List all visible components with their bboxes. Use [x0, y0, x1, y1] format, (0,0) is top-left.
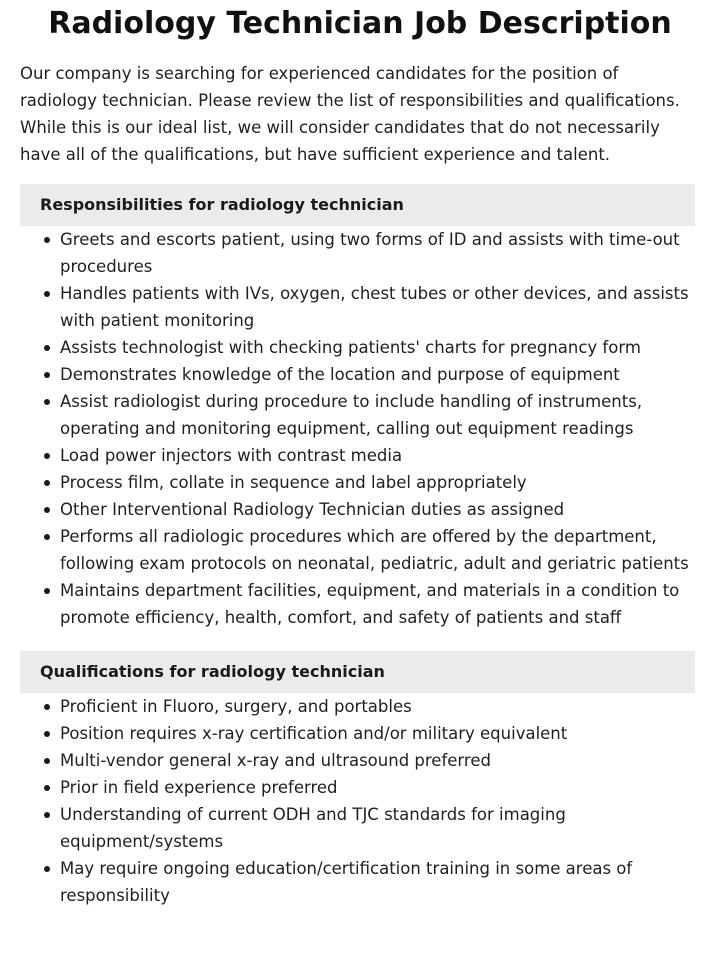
- bullet-icon: [44, 704, 50, 710]
- list-item-text: May require ongoing education/certification training in some areas of responsibility: [60, 859, 633, 905]
- responsibilities-list: [0, 226, 720, 631]
- list-item-text: Multi-vendor general x-ray and ultrasound preferred: [60, 751, 491, 770]
- list-item: [60, 774, 702, 801]
- list-item: [60, 442, 702, 469]
- list-item: [60, 577, 702, 631]
- qualifications-header: [20, 651, 695, 693]
- list-item: [60, 496, 702, 523]
- list-item: [60, 388, 702, 442]
- list-item: [60, 855, 702, 909]
- bullet-icon: [44, 507, 50, 513]
- list-item-text: Proficient in Fluoro, surgery, and portables: [60, 697, 412, 716]
- list-item-text: Position requires x-ray certification and/or military equivalent: [60, 724, 568, 743]
- list-item-text: Prior in field experience preferred: [60, 778, 338, 797]
- list-item: [60, 469, 702, 496]
- qualifications-list: [0, 693, 720, 909]
- bullet-icon: [44, 453, 50, 459]
- responsibilities-header: [20, 184, 695, 226]
- page-title: Radiology Technician Job Description: [48, 6, 672, 41]
- qualifications-heading: Qualifications for radiology technician: [40, 662, 385, 681]
- list-item-text: Assists technologist with checking patients' charts for pregnancy form: [60, 338, 641, 357]
- bullet-icon: [44, 731, 50, 737]
- bullet-icon: [44, 291, 50, 297]
- list-item-text: Handles patients with IVs, oxygen, chest tubes or other devices, and assists with patient monitoring: [60, 284, 689, 330]
- bullet-icon: [44, 399, 50, 405]
- bullet-icon: [44, 812, 50, 818]
- list-item: [60, 334, 702, 361]
- bullet-icon: [44, 758, 50, 764]
- list-item: [60, 693, 702, 720]
- bullet-icon: [44, 588, 50, 594]
- list-item-text: Understanding of current ODH and TJC standards for imaging equipment/systems: [60, 805, 566, 851]
- bullet-icon: [44, 345, 50, 351]
- bullet-icon: [44, 534, 50, 540]
- bullet-icon: [44, 372, 50, 378]
- list-item: [60, 720, 702, 747]
- list-item-text: Assist radiologist during procedure to include handling of instruments, operating and monitoring equipment, calling out equipment readings: [60, 392, 643, 438]
- list-item: [60, 747, 702, 774]
- responsibilities-heading: Responsibilities for radiology technician: [40, 195, 404, 214]
- list-item: [60, 226, 702, 280]
- list-item-text: Demonstrates knowledge of the location and purpose of equipment: [60, 365, 620, 384]
- bullet-icon: [44, 785, 50, 791]
- list-item: [60, 280, 702, 334]
- list-item-text: Greets and escorts patient, using two forms of ID and assists with time-out procedures: [60, 230, 680, 276]
- list-item: [60, 523, 702, 577]
- list-item-text: Performs all radiologic procedures which are offered by the department, following exam protocols on neonatal, pediatric, adult and geriatric patients: [60, 527, 689, 573]
- list-item-text: Other Interventional Radiology Technician duties as assigned: [60, 500, 565, 519]
- list-item: [60, 361, 702, 388]
- bullet-icon: [44, 866, 50, 872]
- intro-paragraph: Our company is searching for experienced candidates for the position of radiology technician. Please review the list of responsibilities and qualifications. While this is our ideal list, we will consider candidates that do not necessarily have all of the qualifications, but have sufficient experience and talent.: [20, 64, 680, 164]
- bullet-icon: [44, 480, 50, 486]
- list-item-text: Load power injectors with contrast media: [60, 446, 403, 465]
- list-item: [60, 801, 702, 855]
- list-item-text: Maintains department facilities, equipment, and materials in a condition to promote efficiency, health, comfort, and safety of patients and staff: [60, 581, 680, 627]
- list-item-text: Process film, collate in sequence and label appropriately: [60, 473, 527, 492]
- bullet-icon: [44, 237, 50, 243]
